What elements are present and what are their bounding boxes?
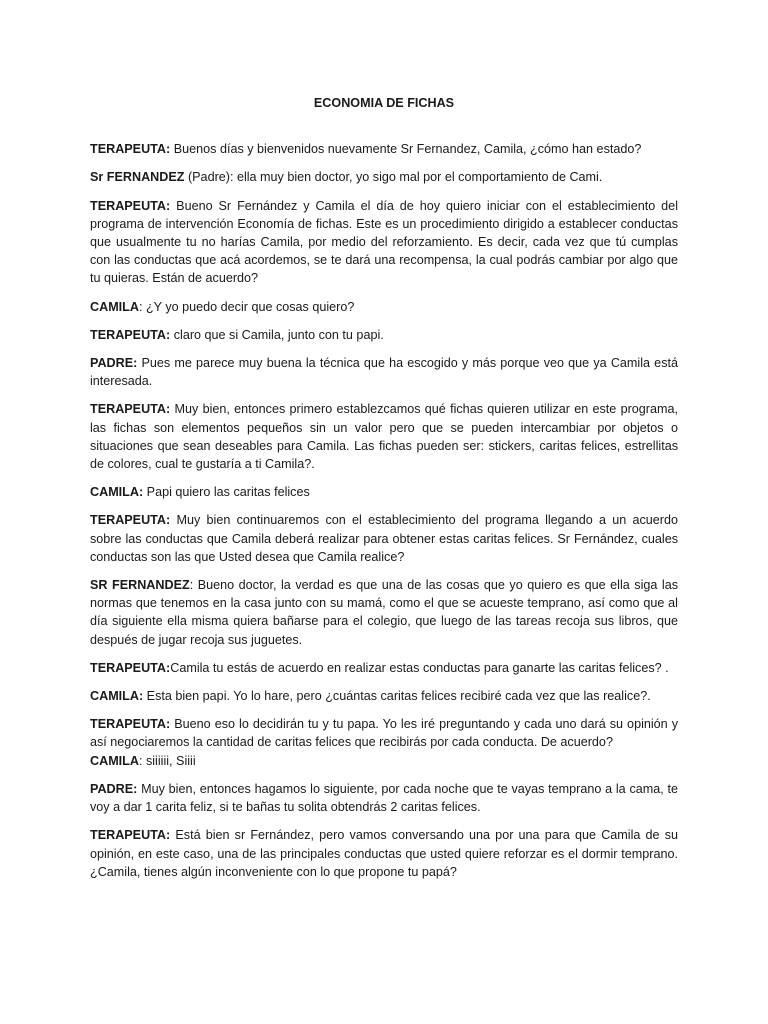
speaker-label: CAMILA:	[90, 689, 144, 704]
dialogue-line-1	[90, 140, 678, 158]
dialogue-line-14	[90, 752, 678, 770]
dialogue-text: Bueno Sr Fernández y Camila el día de hoy quiero iniciar con el establecimiento del programa de intervención Economía de fichas. Este es un procedimiento dirigido a establecer conductas que usualmente tu no harías Camila, por medio del reforzamiento. Es decir, cada vez que tú cumplas con las conductas que acá acordemos, se te dará una recompensa, la cual podrás cambiar por algo que tu quieras. Están de acuerdo?	[90, 198, 678, 286]
dialogue-text: Está bien sr Fernández, pero vamos conversando una por una para que Camila de su opinión, en este caso, una de las principales conductas que usted quiere reforzar es el dormir temprano. ¿Camila, tienes algún inconveniente con lo que propone tu papá?	[90, 828, 678, 879]
speaker-label: Sr FERNANDEZ	[90, 170, 185, 185]
dialogue-text: : siiiiii, Siiii	[138, 753, 196, 768]
dialogue-text: Muy bien continuaremos con el establecimiento del programa llegando a un acuerdo sobre las conductas que Camila deberá realizar para obtener estas caritas felices. Sr Fernández, cuales conductas son las que Usted desea que Camila realice?	[90, 513, 678, 564]
dialogue-text: Camila tu estás de acuerdo en realizar estas conductas para ganarte las caritas felices? .	[170, 660, 669, 675]
speaker-label: CAMILA:	[90, 485, 144, 500]
dialogue-text: claro que si Camila, junto con tu papi.	[170, 327, 384, 342]
dialogue-text: Bueno eso lo decidirán tu y tu papa. Yo les iré preguntando y cada uno dará su opinión y así negociaremos la cantidad de caritas felices que recibirás por cada conducta. De acuerdo?	[90, 717, 678, 750]
speaker-label: CAMILA	[90, 753, 139, 768]
dialogue-text: Papi quiero las caritas felices	[143, 485, 310, 500]
dialogue-line-16	[90, 826, 678, 881]
dialogue-line-9	[90, 511, 678, 566]
dialogue-text: Muy bien, entonces hagamos lo siguiente, por cada noche que te vayas temprano a la cama, te voy a dar 1 carita feliz, si te bañas tu solita obtendrás 2 caritas felices.	[90, 781, 678, 815]
dialogue-text: Pues me parece muy buena la técnica que ha escogido y más porque veo que ya Camila está interesada.	[90, 356, 678, 389]
dialogue-line-6	[90, 354, 678, 390]
dialogue-line-11	[90, 659, 678, 677]
dialogue-line-2	[90, 168, 678, 186]
dialogue-line-3	[90, 197, 678, 288]
dialogue-line-13	[90, 715, 678, 751]
speaker-label: TERAPEUTA:	[90, 660, 171, 675]
speaker-label: TERAPEUTA:	[90, 327, 171, 342]
document-title: ECONOMIA DE FICHAS	[313, 96, 455, 110]
speaker-label: SR FERNANDEZ	[90, 578, 190, 593]
dialogue-text: Esta bien papi. Yo lo hare, pero ¿cuántas caritas felices recibiré cada vez que las realice?.	[143, 689, 651, 704]
dialogue-line-5	[90, 326, 678, 344]
speaker-label: TERAPEUTA:	[90, 198, 171, 213]
speaker-label: TERAPEUTA:	[90, 513, 171, 528]
speaker-label: PADRE:	[90, 356, 138, 371]
speaker-label: TERAPEUTA:	[90, 828, 171, 843]
speaker-label: CAMILA	[90, 299, 139, 314]
speaker-label: TERAPEUTA:	[90, 717, 171, 732]
speaker-label: PADRE:	[90, 781, 138, 796]
speaker-label: TERAPEUTA:	[90, 142, 171, 157]
dialogue-line-7	[90, 400, 678, 473]
dialogue-text: : Bueno doctor, la verdad es que una de las cosas que yo quiero es que ella siga las normas que tenemos en la casa junto con su mamá, como el que se acueste temprano, así como que al día siguiente ella misma quiera bañarse para el colegio, que luego de las tareas recoja sus libros, que después de jugar recoja sus juguetes.	[90, 578, 679, 647]
dialogue-text: Muy bien, entonces primero establezcamos qué fichas quieren utilizar en este programa, las fichas son elementos pequeños sin un valor pero que se pueden intercambiar por objetos o situaciones que sean deseables para Camila. Las fichas pueden ser: stickers, caritas felices, estrellitas de colores, cual te gustaría a ti Camila?.	[90, 402, 678, 472]
speaker-label: TERAPEUTA:	[90, 402, 171, 417]
document-page	[90, 94, 678, 891]
dialogue-line-15	[90, 780, 678, 816]
dialogue-text: Buenos días y bienvenidos nuevamente Sr Fernandez, Camila, ¿cómo han estado?	[170, 142, 642, 157]
dialogue-text: (Padre): ella muy bien doctor, yo sigo mal por el comportamiento de Cami.	[184, 170, 603, 185]
dialogue-line-4	[90, 298, 678, 316]
dialogue-line-8	[90, 483, 678, 501]
dialogue-line-12	[90, 687, 678, 705]
dialogue-text: : ¿Y yo puedo decir que cosas quiero?	[138, 299, 355, 314]
dialogue-line-10	[90, 576, 678, 649]
